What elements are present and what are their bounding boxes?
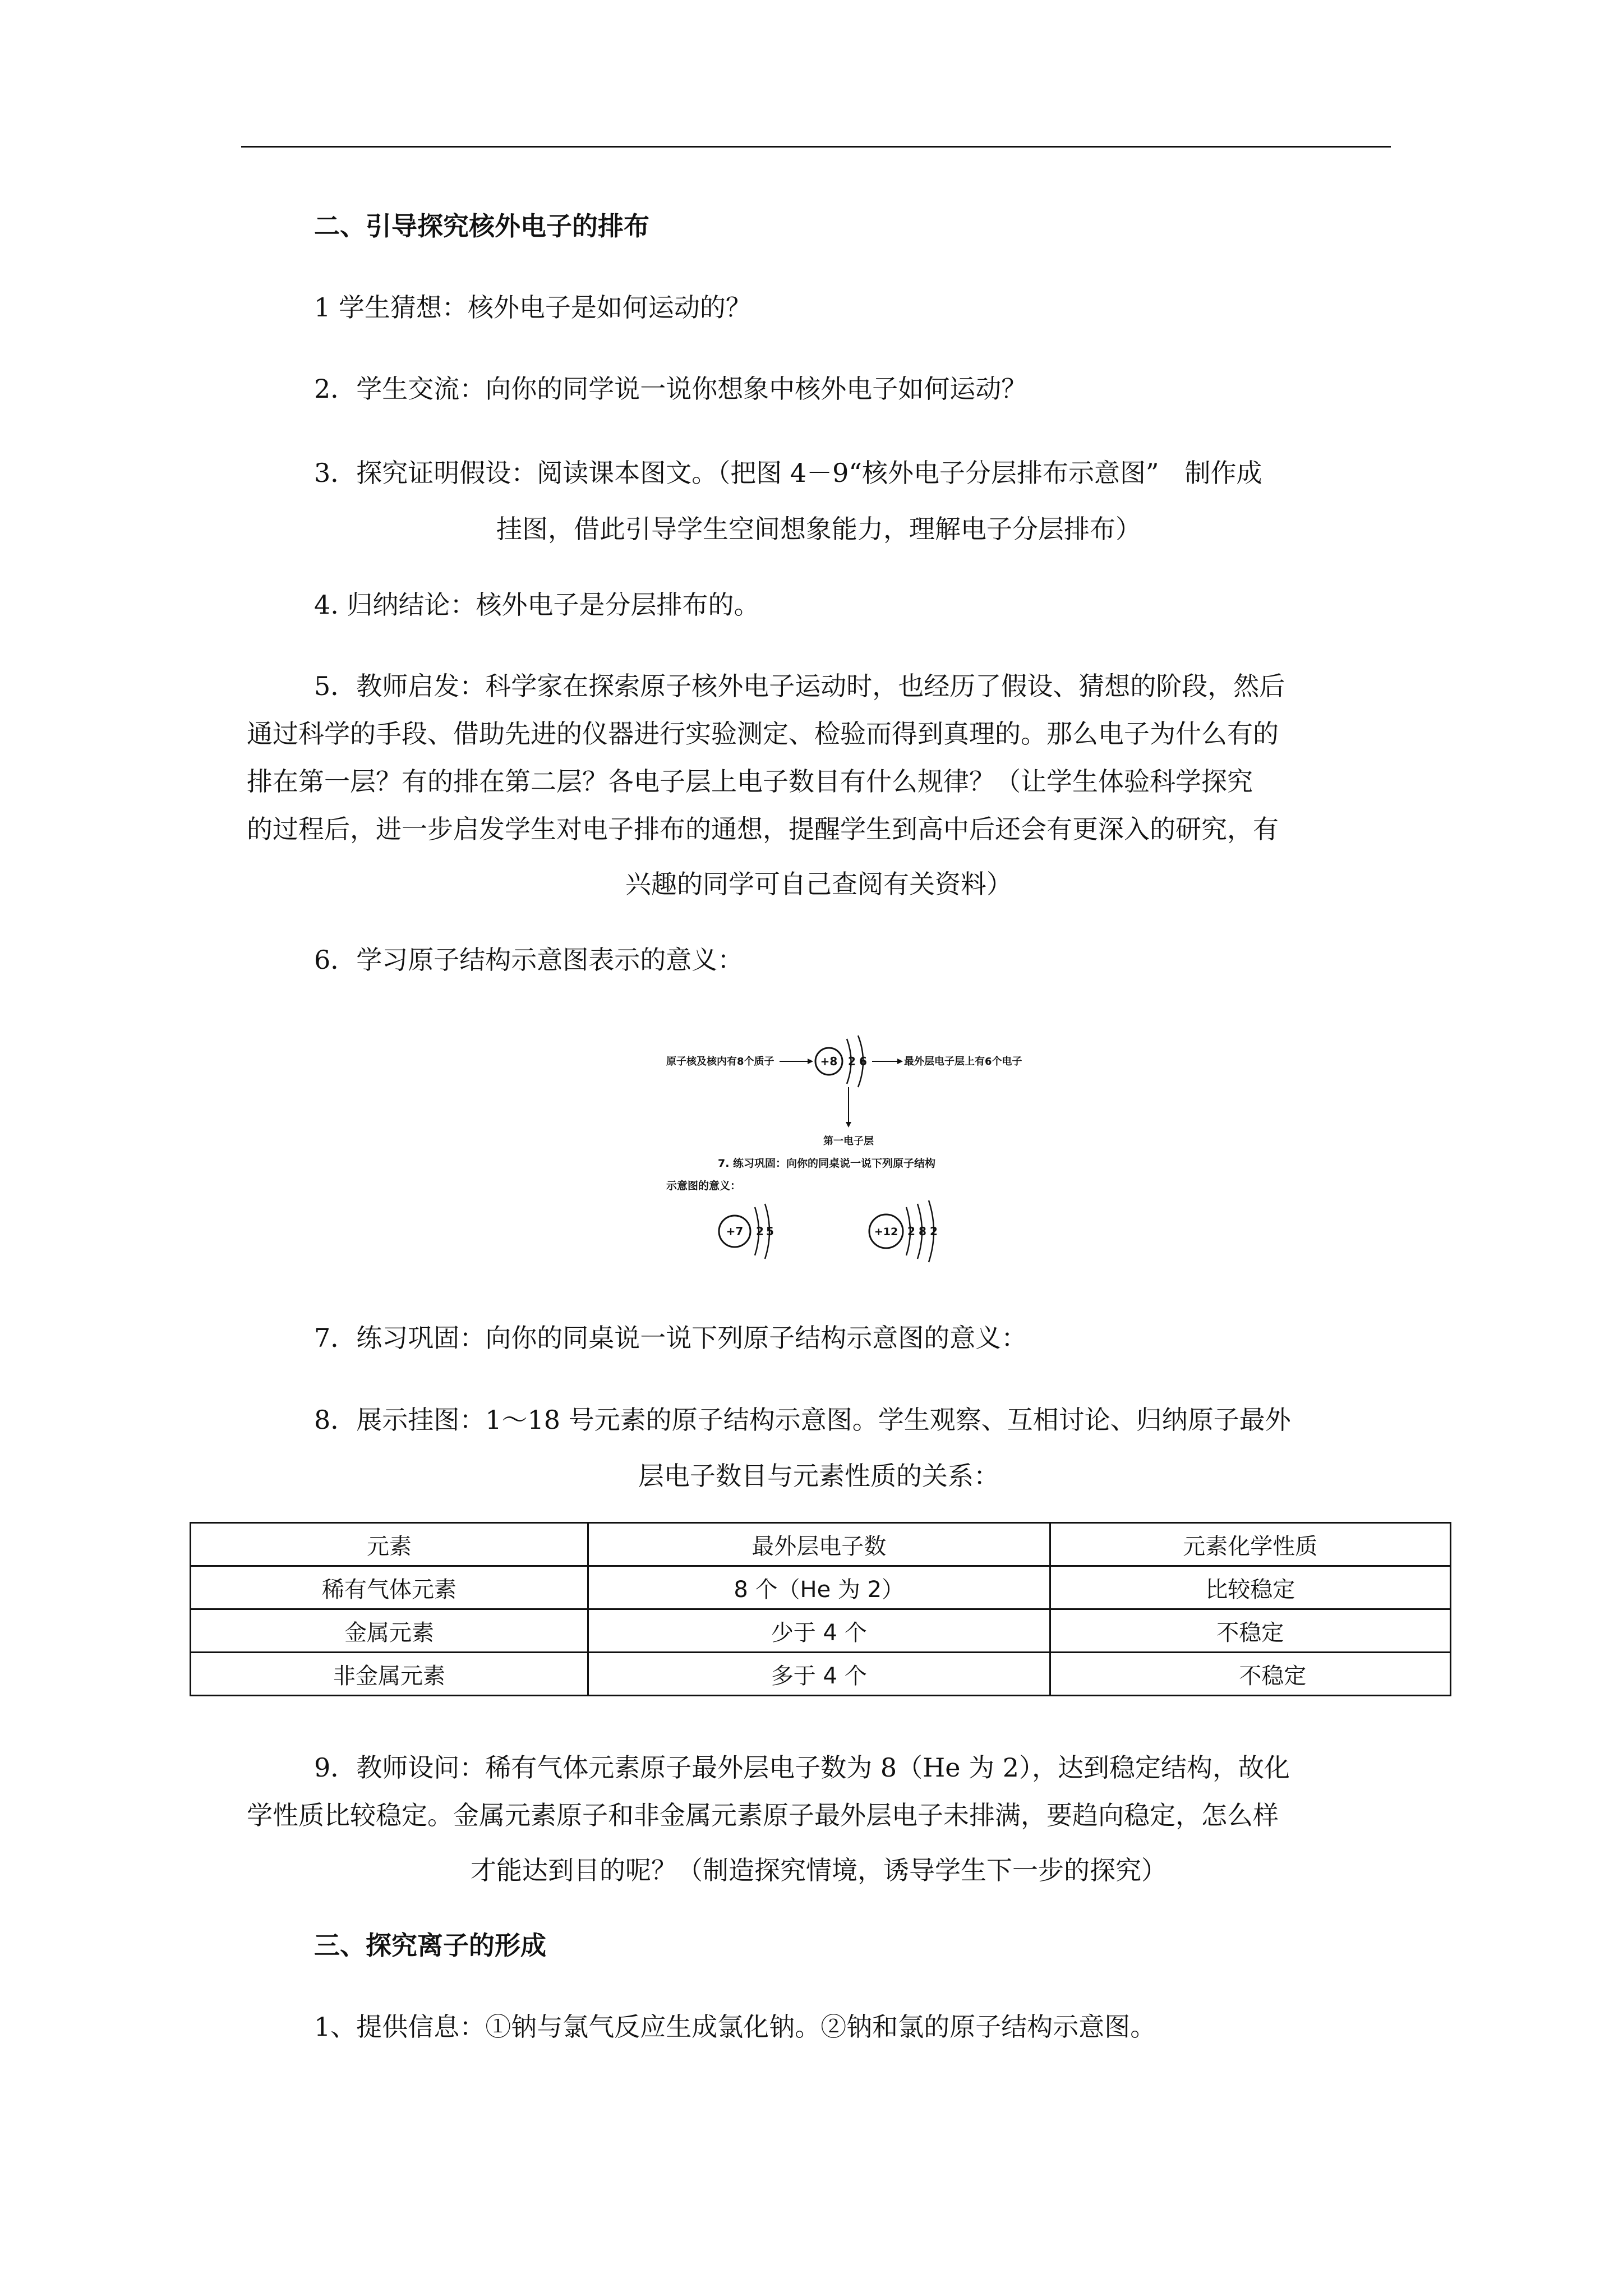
magnesium-second-layer-electrons: 8 — [919, 1225, 926, 1238]
oxygen-first-layer-electrons: 2 — [848, 1055, 856, 1068]
figure-inner-text-line-1: 7. 练习巩固：向你的同桌说一说下列原子结构 — [718, 1157, 936, 1170]
paragraph-5-line-3: 排在第一层？有的排在第二层？各电子层上电子数目有什么规律？（让学生体验科学探究 — [247, 766, 1253, 797]
outer-layer-label: 最外层电子层上有6个电子 — [904, 1056, 1022, 1068]
table-cell: 不稳定 — [1050, 1653, 1450, 1696]
paragraph-5-line-1: 5．教师启发：科学家在探索原子核外电子运动时，也经历了假设、猜想的阶段，然后 — [314, 671, 1285, 701]
element-properties-table — [190, 1522, 1451, 1696]
magnesium-nucleus-charge: +12 — [874, 1226, 898, 1238]
paragraph-6: 6．学习原子结构示意图表示的意义： — [314, 945, 744, 975]
table-header-row — [191, 1523, 1451, 1566]
table-header-cell: 元素化学性质 — [1050, 1523, 1450, 1566]
table-cell: 不稳定 — [1050, 1609, 1450, 1653]
table-cell: 稀有气体元素 — [191, 1566, 588, 1609]
paragraph-5-line-4: 的过程后，进一步启发学生对电子排布的通想，提醒学生到高中后还会有更深入的研究，有 — [247, 814, 1279, 844]
oxygen-nucleus-charge: +8 — [820, 1055, 838, 1068]
table-header-cell: 元素 — [191, 1523, 588, 1566]
paragraph-8-line-2: 层电子数目与元素性质的关系： — [638, 1461, 999, 1491]
paragraph-8-line-1: 8．展示挂图：1～18 号元素的原子结构示意图。学生观察、互相讨论、归纳原子最外 — [314, 1405, 1291, 1435]
table-cell: 非金属元素 — [191, 1653, 588, 1696]
nitrogen-second-layer-electrons: 5 — [766, 1225, 774, 1238]
paragraph-2: 2．学生交流：向你的同学说一说你想象中核外电子如何运动？ — [314, 374, 1027, 404]
paragraph-5-last-line: 兴趣的同学可自己查阅有关资料） — [625, 869, 1012, 899]
table-cell: 比较稳定 — [1050, 1566, 1450, 1609]
section-heading-3: 三、探究离子的形成 — [314, 1930, 546, 1961]
paragraph-1: 1 学生猜想：核外电子是如何运动的？ — [314, 292, 751, 323]
table-row — [191, 1566, 1451, 1609]
figure-inner-text-line-2: 示意图的意义： — [666, 1180, 741, 1192]
table-cell: 8 个（He 为 2） — [588, 1566, 1050, 1609]
section-3-paragraph-1: 1、提供信息：①钠与氯气反应生成氯化钠。②钠和氯的原子结构示意图。 — [314, 2012, 1156, 2042]
table-row — [191, 1609, 1451, 1653]
paragraph-7: 7．练习巩固：向你的同桌说一说下列原子结构示意图的意义： — [314, 1323, 1027, 1353]
section-heading-2: 二、引导探究核外电子的排布 — [314, 211, 649, 241]
nitrogen-nucleus-charge: +7 — [726, 1225, 744, 1238]
magnesium-third-layer-electrons: 2 — [930, 1225, 938, 1238]
paragraph-3-line-2: 挂图，借此引导学生空间想象能力，理解电子分层排布） — [496, 514, 1141, 544]
paragraph-4: 4. 归纳结论：核外电子是分层排布的。 — [314, 590, 760, 620]
paragraph-9-line-3: 才能达到目的呢？（制造探究情境，诱导学生下一步的探究） — [471, 1855, 1167, 1885]
paragraph-5-line-2: 通过科学的手段、借助先进的仪器进行实验测定、检验而得到真理的。那么电子为什么有的 — [247, 719, 1279, 749]
oxygen-second-layer-electrons: 6 — [859, 1055, 867, 1068]
paragraph-9-line-2: 学性质比较稳定。金属元素原子和非金属元素原子最外层电子未排满，要趋向稳定，怎么样 — [247, 1800, 1279, 1830]
paragraph-3-line-1: 3．探究证明假设：阅读课本图文。（把图 4－9“核外电子分层排布示意图” 制作成 — [314, 458, 1262, 488]
atomic-structure-diagram — [662, 1027, 1032, 1268]
table-cell: 金属元素 — [191, 1609, 588, 1653]
table-header-cell: 最外层电子数 — [588, 1523, 1050, 1566]
atomic-structure-figure — [662, 1027, 1032, 1268]
nitrogen-first-layer-electrons: 2 — [756, 1225, 764, 1238]
paragraph-9-line-1: 9．教师设问：稀有气体元素原子最外层电子数为 8（He 为 2），达到稳定结构，故化 — [314, 1752, 1290, 1783]
table-cell: 少于 4 个 — [588, 1609, 1050, 1653]
header-rule — [241, 146, 1391, 148]
first-layer-label: 第一电子层 — [823, 1135, 874, 1147]
magnesium-first-layer-electrons: 2 — [907, 1225, 915, 1238]
nucleus-label: 原子核及核内有8个质子 — [666, 1056, 774, 1068]
table-row — [191, 1653, 1451, 1696]
table-cell: 多于 4 个 — [588, 1653, 1050, 1696]
